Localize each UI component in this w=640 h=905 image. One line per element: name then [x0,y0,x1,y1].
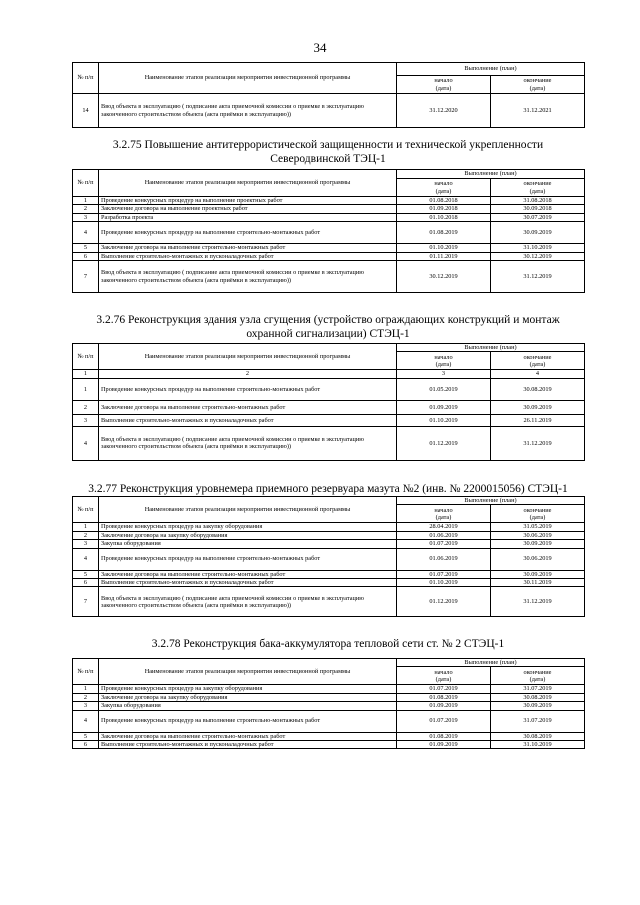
table-row: 1 Проведение конкурсных процедур на закупку оборудования 28.04.2019 31.05.2019 [73,523,585,531]
table-row: 14 Ввод объекта в эксплуатацию ( подписание акта приемочной комиссии о приемке в эксплуатацию законченного строительством объекта (акта приёмки в эксплуатацию)) 31.12.2020 31.12.2021 [73,94,585,128]
table-row: 1 Проведение конкурсных процедур на закупку оборудования 01.07.2019 31.07.2019 [73,685,585,693]
section-title: 3.2.75 Повышение антитеррористической защищенности и технической укрепленности Северодвинской ТЭЦ-1 [112,139,544,165]
table-row: 7 Ввод объекта в эксплуатацию ( подписание акта приемочной комиссии о приемке в эксплуатацию законченного строительством объекта (акта приёмки в эксплуатацию)) 30.12.2019 31.12.2019 [73,261,585,293]
col-start-header: начало (дата) [397,76,491,94]
section-continuation [72,62,584,128]
table-row: 2 Заключение договора на закупку оборудования 01.06.2019 30.06.2019 [73,531,585,539]
table-row: 4 Проведение конкурсных процедур на выполнение строительно-монтажных работ 01.06.2019 30.06.2019 [73,548,585,570]
table-row: 5 Заключение договора на выполнение строительно-монтажных работ 01.10.2019 31.10.2019 [73,244,585,252]
section-3-2-78 [72,637,584,749]
table-row: 1 Проведение конкурсных процедур на выполнение проектных работ 01.08.2018 31.08.2018 [73,197,585,205]
schedule-table: № п/п Наименование этапов реализации мероприятия инвестиционной программы Выполнение (план) начало (дата) окончание (дата) 1 Проведение конкурсных процедур на закупку оборудования 28.04.2019 31.05.2019 2 Заключение договора на закупку оборудования 01.06.2019 30.06.2019 3 Закупка оборудования 01.07.2019 30.09.2019 4 Проведение конкурсных процедур на выполнение строительно-монтажных работ 01.06.2019 30.06.2019 5 Заключение договора на выполнение строительно-монтажных работ 01.07.2019 30.09.2019 6 Выполнение строительно-монтажных и пусконаладочных работ 01.10.2019 30.11.2019 7 Ввод объекта в эксплуатацию ( подписание акта приемочной комиссии о приемке в эксплуатацию законченного строительством объекта (акта приёмки в эксплуатацию)) 01.12.2019 31.12.2019 [72,496,585,617]
table-row: 5 Заключение договора на выполнение строительно-монтажных работ 01.08.2019 30.08.2019 [73,732,585,740]
table-row: 6 Выполнение строительно-монтажных и пусконаладочных работ 01.10.2019 30.11.2019 [73,579,585,587]
table-row: 4 Ввод объекта в эксплуатацию ( подписание акта приемочной комиссии о приемке в эксплуатацию законченного строительством объекта (акта приёмки в эксплуатацию)) 01.12.2019 31.12.2019 [73,426,585,460]
index-row: 1 2 3 4 [73,370,585,378]
section-3-2-75 [72,138,584,293]
section-title: 3.2.78 Реконструкция бака-аккумулятора тепловой сети ст. № 2 СТЭЦ-1 [151,638,505,650]
table-row: 6 Выполнение строительно-монтажных и пусконаладочных работ 01.09.2019 31.10.2019 [73,741,585,749]
table-row: 4 Проведение конкурсных процедур на выполнение строительно-монтажных работ 01.07.2019 31.07.2019 [73,710,585,732]
table-row: 3 Выполнение строительно-монтажных и пусконаладочных работ 01.10.2019 26.11.2019 [73,414,585,426]
schedule-table: № п/п Наименование этапов реализации мероприятия инвестиционной программы Выполнение (план) начало (дата) окончание (дата) 1 Проведение конкурсных процедур на выполнение проектных работ 01.08.2018 31.08.2018 2 Заключение договора на выполнение проектных работ 01.09.2018 30.09.2018 3 Разработка проекта 01.10.2018 30.07.2019 4 Проведение конкурсных процедур на выполнение строительно-монтажных работ 01.08.2019 30.09.2019 5 Заключение договора на выполнение строительно-монтажных работ 01.10.2019 31.10.2019 6 Выполнение строительно-монтажных и пусконаладочных работ 01.11.2019 30.12.2019 7 Ввод объекта в эксплуатацию ( подписание акта приемочной комиссии о приемке в эксплуатацию законченного строительством объекта (акта приёмки в эксплуатацию)) 30.12.2019 31.12.2019 [72,169,585,293]
col-end-header: окончание (дата) [491,76,585,94]
table-row: 3 Разработка проекта 01.10.2018 30.07.2019 [73,213,585,221]
table-row: 6 Выполнение строительно-монтажных и пусконаладочных работ 01.11.2019 30.12.2019 [73,252,585,260]
table-row: 3 Закупка оборудования 01.07.2019 30.09.2019 [73,540,585,548]
col-name-header: Наименование этапов реализации мероприятия инвестиционной программы [99,63,397,94]
table-row: 1 Проведение конкурсных процедур на выполнение строительно-монтажных работ 01.05.2019 30.08.2019 [73,378,585,400]
section-title: 3.2.76 Реконструкция здания узла сгущения (устройство ограждающих конструкций и монтаж охранной сигнализации) СТЭЦ-1 [96,314,560,340]
section-title: 3.2.77 Реконструкция уровнемера приемного резервуара мазута №2 (инв. № 2200015056) СТЭЦ-1 [88,483,568,495]
table-row: 4 Проведение конкурсных процедур на выполнение строительно-монтажных работ 01.08.2019 30.09.2019 [73,222,585,244]
schedule-table: № п/п Наименование этапов реализации мероприятия инвестиционной программы Выполнение (план) начало (дата) окончание (дата) 1 Проведение конкурсных процедур на закупку оборудования 01.07.2019 31.07.2019 2 Заключение договора на закупку оборудования 01.08.2019 30.08.2019 3 Закупка оборудования 01.09.2019 30.09.2019 4 Проведение конкурсных процедур на выполнение строительно-монтажных работ 01.07.2019 31.07.2019 5 Заключение договора на выполнение строительно-монтажных работ 01.08.2019 30.08.2019 6 Выполнение строительно-монтажных и пусконаладочных работ 01.09.2019 31.10.2019 [72,658,585,749]
schedule-table: № п/п Наименование этапов реализации мероприятия инвестиционной программы Выполнение (план) начало (дата) окончание (дата) 1 2 3 4 1 Проведение конкурсных процедур на выполнение строительно-монтажных работ 01.05.2019 30.08.2019 2 Заключение договора на выполнение строительно-монтажных работ 01.09.2019 30.09.2019 3 Выполнение строительно-монтажных и пусконаладочных работ 01.10.2019 26.11.2019 4 Ввод объекта в эксплуатацию ( подписание акта приемочной комиссии о приемке в эксплуатацию законченного строительством объекта (акта приёмки в эксплуатацию)) 01.12.2019 31.12.2019 [72,343,585,461]
page-number: 34 [313,40,327,55]
table-row: 7 Ввод объекта в эксплуатацию ( подписание акта приемочной комиссии о приемке в эксплуатацию законченного строительством объекта (акта приёмки в эксплуатацию)) 01.12.2019 31.12.2019 [73,587,585,617]
table-row: 3 Закупка оборудования 01.09.2019 30.09.2019 [73,702,585,710]
table-row: 2 Заключение договора на закупку оборудования 01.08.2019 30.08.2019 [73,693,585,701]
col-num-header: № п/п [73,63,99,94]
section-3-2-76 [72,313,584,461]
section-3-2-77 [72,482,584,617]
col-plan-header: Выполнение (план) [397,63,585,76]
table-row: 2 Заключение договора на выполнение строительно-монтажных работ 01.09.2019 30.09.2019 [73,400,585,414]
schedule-table [72,62,585,128]
table-row: 2 Заключение договора на выполнение проектных работ 01.09.2018 30.09.2018 [73,205,585,213]
table-row: 5 Заключение договора на выполнение строительно-монтажных работ 01.07.2019 30.09.2019 [73,570,585,578]
